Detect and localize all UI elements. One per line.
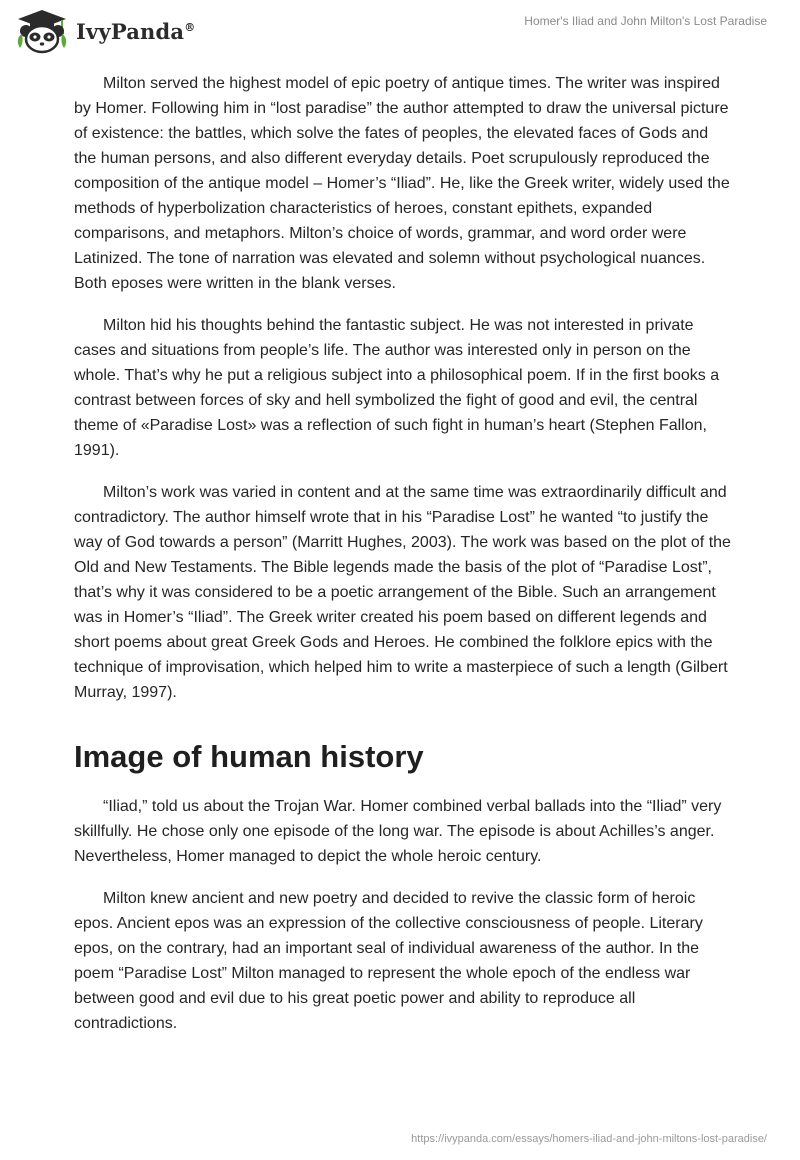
paragraph: Milton hid his thoughts behind the fantastic subject. He was not interested in private cases and situations from people’s life. The author was interested only in person on the whole. That’s why he put a religious subject into a philosophical poem. If in the first books a contrast between forces of sky and hell symbolized the fight of good and evil, the central theme of «Paradise Lost» was a reflection of such fight in human’s heart (Stephen Fallon, 1991). [74, 317, 720, 459]
section-heading: Image of human history [74, 739, 424, 774]
panda-graduate-icon [14, 8, 70, 54]
paragraph: “Iliad,” told us about the Trojan War. Homer combined verbal ballads into the “Iliad” very skillfully. He chose only one episode of the long war. The episode is about Achilles’s anger. Nevertheless, Homer managed to depict the whole heroic century. [74, 798, 722, 865]
brand-logo[interactable] [14, 8, 195, 54]
running-title: Homer's Iliad and John Milton's Lost Paradise [524, 14, 767, 28]
paragraph: Milton’s work was varied in content and at the same time was extraordinarily difficult and contradictory. The author himself wrote that in his “Paradise Lost” he wanted “to justify the way of God towards a person” (Marritt Hughes, 2003). The work was based on the plot of the Old and New Testaments. The Bible legends made the basis of the plot of “Paradise Lost”, that’s why it was considered to be a poetic arrangement of the Bible. Such an arrangement was in Homer’s “Iliad”. The Greek writer created his poem based on different legends and short poems about great Greek Gods and Heroes. He combined the folklore epics with the technique of improvisation, which helped him to write a masterpiece of such a length (Gilbert Murray, 1997). [74, 484, 731, 701]
source-url[interactable]: https://ivypanda.com/essays/homers-iliad-and-john-miltons-lost-paradise/ [411, 1133, 767, 1145]
brand-name: IvyPanda® [76, 18, 196, 44]
paragraph: Milton served the highest model of epic poetry of antique times. The writer was inspired by Homer. Following him in “lost paradise” the author attempted to draw the universal picture of existence: the battles, which solve the fates of peoples, the elevated faces of Gods and the human persons, and also different everyday details. Poet scrupulously reproduced the composition of the antique model – Homer’s “Iliad”. He, like the Greek writer, widely used the methods of hyperbolization characteristics of heroes, constant epithets, expanded comparisons, and metaphors. Milton’s choice of words, grammar, and word order were Latinized. The tone of narration was elevated and solemn without psychological nuances. Both eposes were written in the blank verses. [74, 75, 730, 292]
page-header [0, 0, 800, 64]
paragraph: Milton knew ancient and new poetry and decided to revive the classic form of heroic epos. Ancient epos was an expression of the collective consciousness of people. Literary epos, on the contrary, had an important seal of individual awareness of the author. In the poem “Paradise Lost” Milton managed to represent the whole epoch of the endless war between good and evil due to his great poetic power and ability to reproduce all contradictions. [74, 890, 703, 1032]
essay-content [74, 71, 734, 1053]
